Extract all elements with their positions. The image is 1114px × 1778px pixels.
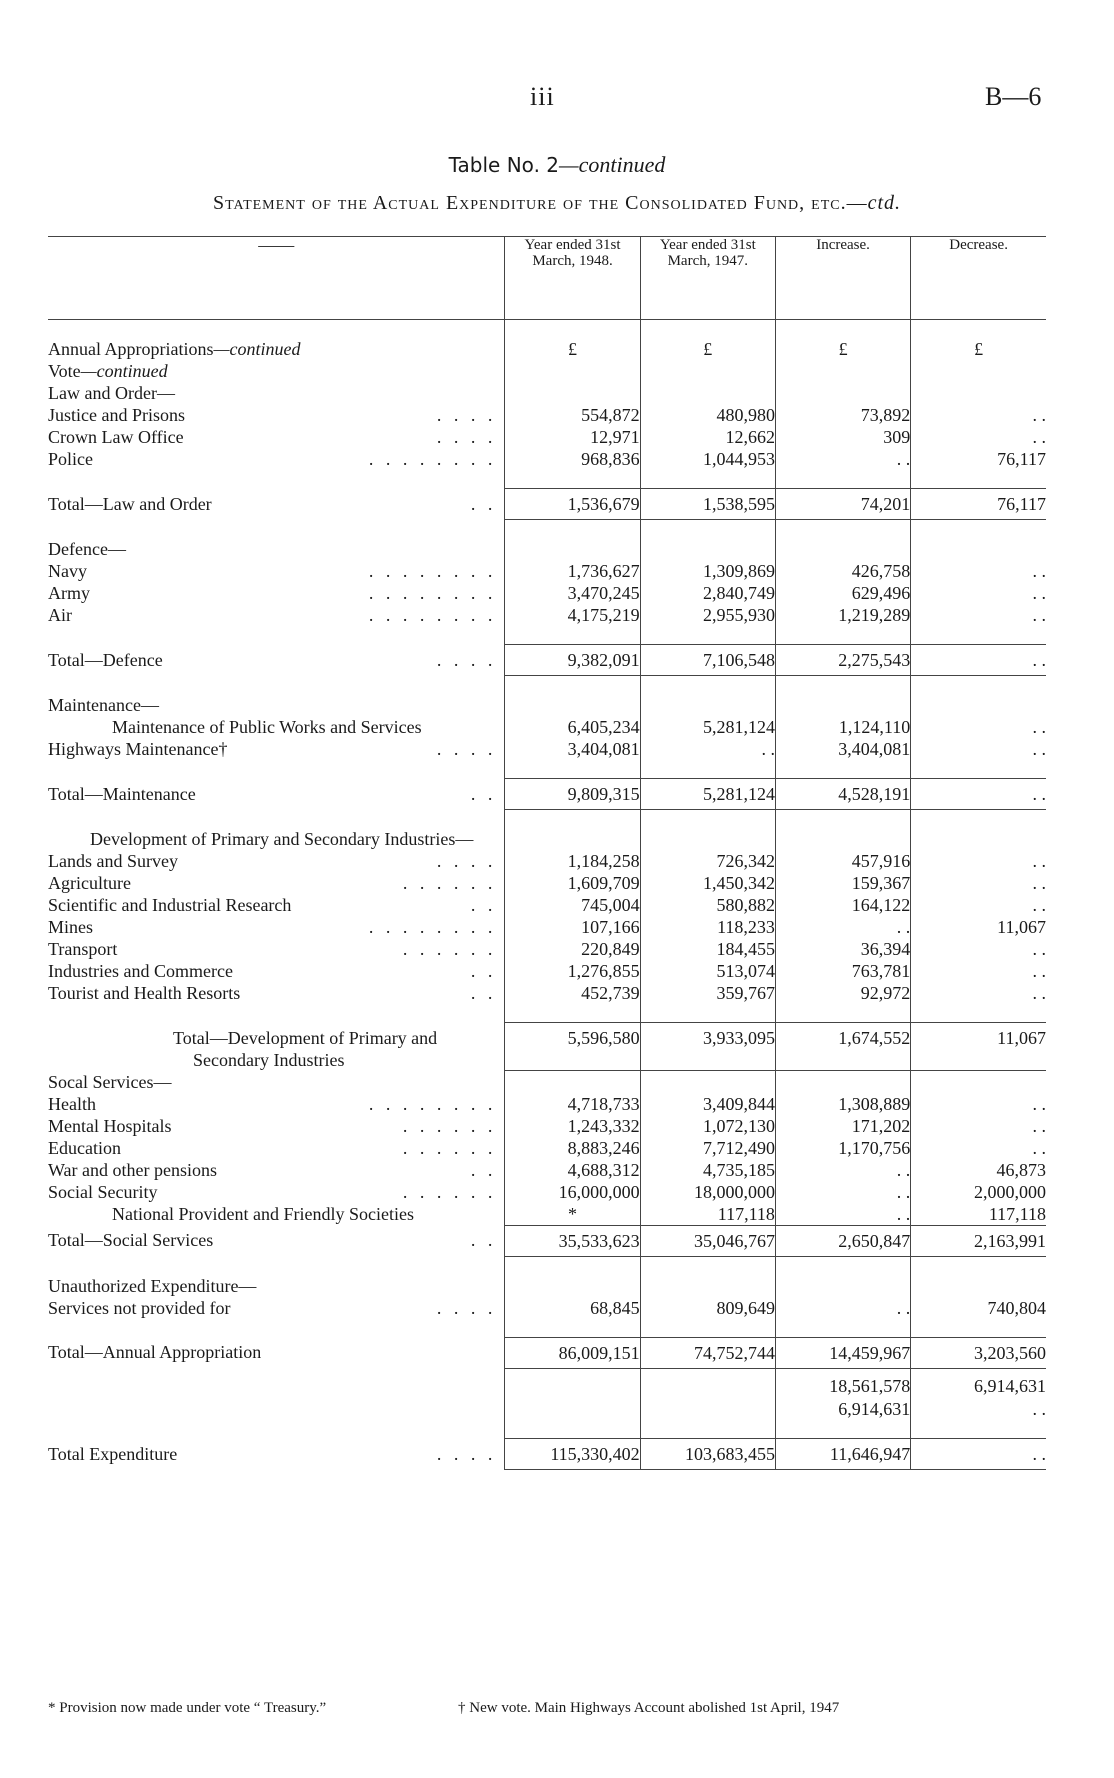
dot-leader: . . . .	[436, 649, 497, 670]
cell-decrease: . .	[911, 982, 1046, 1004]
cell-1947: 2,840,749	[640, 582, 775, 604]
cell-1947: 74,752,744	[640, 1337, 775, 1368]
cell-1947: 7,712,490	[640, 1137, 775, 1159]
cell-1948: 554,872	[505, 404, 640, 426]
pound-sign: £	[775, 338, 910, 360]
cell-1948: 9,382,091	[505, 645, 640, 676]
row-label-text: Total—Law and Order	[48, 493, 212, 514]
cell-1947: 580,882	[640, 894, 775, 916]
document-reference: B—6	[985, 82, 1042, 111]
table-row	[48, 872, 1046, 894]
cell-increase: . .	[775, 1203, 910, 1226]
cell-1948: 1,276,855	[505, 960, 640, 982]
cell-decrease: . .	[911, 1439, 1046, 1470]
row-label-text: Tourist and Health Resorts	[48, 983, 241, 1003]
dot-leader: . .	[470, 493, 497, 514]
cell-1947: 1,538,595	[640, 489, 775, 520]
header-year-1947: Year ended 31st March, 1947.	[640, 237, 775, 320]
row-label-text: Total—Social Services	[48, 1230, 214, 1250]
table-row	[48, 1159, 1046, 1181]
row-label	[48, 1181, 505, 1203]
dot-leader: . . . . . . . .	[368, 917, 497, 937]
cell-increase: 1,124,110	[775, 716, 910, 738]
table-row	[48, 960, 1046, 982]
cell-increase: 6,914,631	[775, 1398, 910, 1420]
row-label	[48, 448, 505, 470]
pound-sign: £	[911, 338, 1046, 360]
cell-increase: 164,122	[775, 894, 910, 916]
cell-decrease: . .	[911, 960, 1046, 982]
cell-1947: 117,118	[640, 1203, 775, 1226]
row-label	[48, 938, 505, 960]
cell-decrease: . .	[911, 604, 1046, 626]
cell-decrease: . .	[911, 426, 1046, 448]
table-row	[48, 716, 1046, 738]
cell-increase: 36,394	[775, 938, 910, 960]
heading-defence: Defence—	[48, 539, 126, 559]
cell-decrease: . .	[911, 894, 1046, 916]
table-row	[48, 382, 1046, 404]
cell-1948: 1,609,709	[505, 872, 640, 894]
row-label	[48, 489, 505, 520]
cell-decrease: . .	[911, 872, 1046, 894]
cell-1948: 6,405,234	[505, 716, 640, 738]
cell-decrease: . .	[911, 1115, 1046, 1137]
cell-increase: . .	[775, 448, 910, 470]
cell-decrease: . .	[911, 582, 1046, 604]
table-row	[48, 938, 1046, 960]
heading-annual	[48, 338, 505, 360]
cell-1947: 18,000,000	[640, 1181, 775, 1203]
expenditure-table	[48, 236, 1046, 1470]
cell-1947: 1,072,130	[640, 1115, 775, 1137]
cell-decrease: 11,067	[911, 1023, 1046, 1071]
row-label-text: Services not provided for	[48, 1297, 231, 1318]
cell-1947: 184,455	[640, 938, 775, 960]
cell-1948: 3,404,081	[505, 738, 640, 760]
heading-vote	[48, 360, 505, 382]
cell-1948: 107,166	[505, 916, 640, 938]
total-row	[48, 1225, 1046, 1256]
dot-leader: . . . . . . . .	[368, 449, 497, 469]
dot-leader: . .	[470, 895, 497, 915]
cell-1947: 1,450,342	[640, 872, 775, 894]
dot-leader: . . . . . . . .	[368, 1093, 497, 1114]
cell-1947: 359,767	[640, 982, 775, 1004]
cell-1947: 103,683,455	[640, 1439, 775, 1470]
table-row	[48, 1181, 1046, 1203]
row-label-text: Total Expenditure	[48, 1443, 178, 1464]
cell-increase: 4,528,191	[775, 779, 910, 810]
cell-increase: . .	[775, 1159, 910, 1181]
row-label-text: Total—Defence	[48, 649, 163, 670]
footnote-star: * Provision now made under vote “ Treasury.”	[48, 1700, 327, 1716]
heading-development: Development of Primary and Secondary Industries—	[90, 829, 474, 849]
header-increase: Increase.	[775, 237, 910, 320]
row-label	[48, 716, 505, 738]
row-label-text: Industries and Commerce	[48, 961, 233, 981]
row-label-text: Lands and Survey	[48, 851, 178, 871]
row-label	[48, 850, 505, 872]
dot-leader: . .	[470, 783, 497, 804]
table-row	[48, 426, 1046, 448]
cell-1948: 1,536,679	[505, 489, 640, 520]
cell-increase: 73,892	[775, 404, 910, 426]
cell-1947: 5,281,124	[640, 779, 775, 810]
table-row	[48, 538, 1046, 560]
table-row	[48, 582, 1046, 604]
cell-increase: 763,781	[775, 960, 910, 982]
row-label	[48, 1023, 505, 1071]
cell-1948: 220,849	[505, 938, 640, 960]
cell-1948: 16,000,000	[505, 1181, 640, 1203]
row-label	[48, 404, 505, 426]
cell-1947: . .	[640, 738, 775, 760]
cell-1948: 4,175,219	[505, 604, 640, 626]
row-label-text: Total—Development of Primary and Secondary Industries	[173, 1027, 438, 1070]
row-label-text: Justice and Prisons	[48, 405, 185, 425]
row-label	[48, 582, 505, 604]
cell-decrease: . .	[911, 779, 1046, 810]
row-label-text: Scientific and Industrial Research	[48, 895, 292, 915]
table-row	[48, 1137, 1046, 1159]
row-label	[48, 894, 505, 916]
dot-leader: . . . . . . . .	[368, 583, 497, 603]
row-label-text: Police	[48, 449, 93, 469]
cell-decrease: 76,117	[911, 448, 1046, 470]
total-row	[48, 1439, 1046, 1470]
table-title	[0, 152, 1114, 178]
table-row	[48, 828, 1046, 850]
cell-decrease: 6,914,631	[911, 1368, 1046, 1398]
dot-leader: . . . . . . . .	[368, 605, 497, 625]
cell-increase: 1,674,552	[775, 1023, 910, 1071]
heading-unauthorized: Unauthorized Expenditure—	[48, 1275, 257, 1296]
dot-leader: . .	[470, 1159, 497, 1180]
cell-1948: 8,883,246	[505, 1137, 640, 1159]
table-row	[48, 1203, 1046, 1226]
dot-leader: . .	[470, 961, 497, 981]
row-label-text: Mines	[48, 917, 93, 937]
cell-1948: 12,971	[505, 426, 640, 448]
heading-vote-text: Vote	[48, 361, 81, 381]
row-label	[48, 982, 505, 1004]
cell-increase: 2,275,543	[775, 645, 910, 676]
cell-decrease: 2,163,991	[911, 1225, 1046, 1256]
cell-decrease: 2,000,000	[911, 1181, 1046, 1203]
cell-1947: 3,933,095	[640, 1023, 775, 1071]
cell-decrease: . .	[911, 1398, 1046, 1420]
cell-1947: 7,106,548	[640, 645, 775, 676]
cell-increase: 2,650,847	[775, 1225, 910, 1256]
cell-increase: 1,308,889	[775, 1093, 910, 1115]
cell-1947: 513,074	[640, 960, 775, 982]
cell-1947: 4,735,185	[640, 1159, 775, 1181]
row-label-text: Mental Hospitals	[48, 1115, 172, 1136]
cell-1948: 4,718,733	[505, 1093, 640, 1115]
total-row	[48, 1337, 1046, 1368]
dot-leader: . . . .	[436, 1297, 497, 1318]
row-label	[48, 738, 505, 760]
cell-1948: 68,845	[505, 1297, 640, 1319]
row-label-text: Health	[48, 1093, 96, 1114]
row-label-text: National Provident and Friendly Societies	[112, 1203, 414, 1224]
header-blank: ——	[48, 237, 505, 320]
row-label-text: Crown Law Office	[48, 427, 184, 447]
table-row	[48, 1368, 1046, 1398]
row-label	[48, 1337, 505, 1368]
dot-leader: . . . . . .	[402, 1181, 497, 1202]
heading-law-and-order: Law and Order—	[48, 383, 175, 403]
cell-increase: 3,404,081	[775, 738, 910, 760]
row-label	[48, 1159, 505, 1181]
cell-1948: 5,596,580	[505, 1023, 640, 1071]
row-label-text: Highways Maintenance†	[48, 739, 228, 759]
cell-1948: 1,243,332	[505, 1115, 640, 1137]
cell-1948: 35,533,623	[505, 1225, 640, 1256]
cell-decrease: 3,203,560	[911, 1337, 1046, 1368]
table-row	[48, 360, 1046, 382]
cell-decrease: . .	[911, 645, 1046, 676]
dot-leader: . .	[470, 1230, 497, 1250]
row-label	[48, 1297, 505, 1319]
table-title-text: Table No. 2	[448, 153, 560, 177]
table-row	[48, 1398, 1046, 1420]
table-row	[48, 604, 1046, 626]
cell-1948: *	[505, 1203, 640, 1226]
row-label	[48, 872, 505, 894]
row-label	[48, 1115, 505, 1137]
row-label	[48, 1439, 505, 1470]
cell-1948: 1,736,627	[505, 560, 640, 582]
cell-1948: 86,009,151	[505, 1337, 640, 1368]
row-label-text: Total—Annual Appropriation	[48, 1342, 262, 1362]
dot-leader: . . . . . . . .	[368, 561, 497, 581]
statement-suffix: ctd.	[867, 192, 902, 214]
cell-decrease: . .	[911, 560, 1046, 582]
table-row	[48, 338, 1046, 360]
table-row	[48, 1093, 1046, 1115]
cell-1947: 809,649	[640, 1297, 775, 1319]
cell-decrease: . .	[911, 404, 1046, 426]
cell-decrease: . .	[911, 1137, 1046, 1159]
cell-increase: 309	[775, 426, 910, 448]
table-row	[48, 1275, 1046, 1297]
cell-decrease: . .	[911, 716, 1046, 738]
heading-social-services: Socal Services—	[48, 1071, 172, 1092]
cell-increase: 629,496	[775, 582, 910, 604]
cell-1948: 115,330,402	[505, 1439, 640, 1470]
table-row	[48, 1115, 1046, 1137]
table-title-suffix: —continued	[559, 152, 666, 177]
table-row	[48, 448, 1046, 470]
statement-heading	[0, 192, 1114, 215]
row-label-text: Army	[48, 583, 90, 603]
cell-increase: 457,916	[775, 850, 910, 872]
cell-1948: 745,004	[505, 894, 640, 916]
row-label-text: Social Security	[48, 1181, 158, 1202]
page-number: iii	[530, 82, 555, 111]
row-label	[48, 1203, 505, 1226]
cell-1948: 9,809,315	[505, 779, 640, 810]
row-label-text: Air	[48, 605, 72, 625]
row-label	[48, 560, 505, 582]
cell-increase: 159,367	[775, 872, 910, 894]
row-label-text: Navy	[48, 561, 87, 581]
pound-sign: £	[640, 338, 775, 360]
table-row	[48, 982, 1046, 1004]
cell-1947: 5,281,124	[640, 716, 775, 738]
cell-increase: . .	[775, 1297, 910, 1319]
cell-increase: 171,202	[775, 1115, 910, 1137]
dot-leader: . . . .	[436, 851, 497, 871]
cell-1948: 968,836	[505, 448, 640, 470]
cell-decrease: . .	[911, 938, 1046, 960]
row-label-text: Maintenance of Public Works and Services	[112, 717, 422, 737]
cell-decrease: 46,873	[911, 1159, 1046, 1181]
cell-increase: . .	[775, 916, 910, 938]
cell-1947: 1,044,953	[640, 448, 775, 470]
row-label-text: Agriculture	[48, 873, 131, 893]
row-label	[48, 1225, 505, 1256]
row-label-text: War and other pensions	[48, 1159, 218, 1180]
cell-1948: 3,470,245	[505, 582, 640, 604]
dot-leader: . .	[470, 983, 497, 1003]
cell-1947: 12,662	[640, 426, 775, 448]
heading-vote-suffix: —continued	[80, 361, 168, 381]
cell-1947: 3,409,844	[640, 1093, 775, 1115]
total-row	[48, 1023, 1046, 1071]
table-row	[48, 916, 1046, 938]
table-row	[48, 694, 1046, 716]
row-label	[48, 916, 505, 938]
table-row	[48, 1297, 1046, 1319]
cell-1947: 2,955,930	[640, 604, 775, 626]
cell-1948: 452,739	[505, 982, 640, 1004]
cell-increase: 426,758	[775, 560, 910, 582]
cell-1947: 726,342	[640, 850, 775, 872]
cell-decrease: 117,118	[911, 1203, 1046, 1226]
table-row	[48, 404, 1046, 426]
dot-leader: . . . . . .	[402, 1115, 497, 1136]
total-row	[48, 489, 1046, 520]
row-label-text: Transport	[48, 939, 118, 959]
cell-increase: 14,459,967	[775, 1337, 910, 1368]
row-label-text: Total—Maintenance	[48, 783, 196, 804]
total-row	[48, 779, 1046, 810]
dot-leader: . . . .	[436, 405, 497, 425]
table-row	[48, 894, 1046, 916]
heading-annual-text: Annual Appropriations	[48, 339, 214, 359]
cell-1948: 1,184,258	[505, 850, 640, 872]
row-label-text: Education	[48, 1137, 121, 1158]
total-row	[48, 645, 1046, 676]
cell-1948: 4,688,312	[505, 1159, 640, 1181]
row-label	[48, 426, 505, 448]
dot-leader: . . . . . .	[402, 1137, 497, 1158]
pound-sign: £	[505, 338, 640, 360]
heading-annual-suffix: —continued	[213, 339, 301, 359]
dot-leader: . . . .	[436, 427, 497, 447]
table-row	[48, 560, 1046, 582]
table-row	[48, 1071, 1046, 1093]
cell-1947: 35,046,767	[640, 1225, 775, 1256]
cell-decrease: . .	[911, 1093, 1046, 1115]
row-label	[48, 1137, 505, 1159]
dot-leader: . . . . . .	[402, 873, 497, 893]
row-label	[48, 645, 505, 676]
cell-decrease: 76,117	[911, 489, 1046, 520]
table-header-row	[48, 237, 1046, 320]
cell-increase: . .	[775, 1181, 910, 1203]
cell-1947: 480,980	[640, 404, 775, 426]
header-year-1948: Year ended 31st March, 1948.	[505, 237, 640, 320]
dot-leader: . . . . . .	[402, 939, 497, 959]
cell-increase: 11,646,947	[775, 1439, 910, 1470]
cell-increase: 18,561,578	[775, 1368, 910, 1398]
cell-increase: 1,170,756	[775, 1137, 910, 1159]
cell-increase: 1,219,289	[775, 604, 910, 626]
cell-decrease: . .	[911, 738, 1046, 760]
row-label	[48, 779, 505, 810]
heading-maintenance: Maintenance—	[48, 695, 159, 715]
dot-leader: . . . .	[436, 1443, 497, 1464]
cell-decrease: 11,067	[911, 916, 1046, 938]
header-decrease: Decrease.	[911, 237, 1046, 320]
cell-increase: 74,201	[775, 489, 910, 520]
cell-decrease: 740,804	[911, 1297, 1046, 1319]
table-row	[48, 850, 1046, 872]
dot-leader: . . . .	[436, 739, 497, 759]
table-row	[48, 738, 1046, 760]
cell-decrease: . .	[911, 850, 1046, 872]
row-label	[48, 604, 505, 626]
statement-text: Statement of the Actual Expenditure of the Consolidated Fund, etc.—	[212, 192, 868, 214]
cell-1947: 118,233	[640, 916, 775, 938]
cell-increase: 92,972	[775, 982, 910, 1004]
cell-1947: 1,309,869	[640, 560, 775, 582]
row-label	[48, 1093, 505, 1115]
footnote-dagger: † New vote. Main Highways Account abolished 1st April, 1947	[458, 1700, 840, 1716]
row-label	[48, 960, 505, 982]
